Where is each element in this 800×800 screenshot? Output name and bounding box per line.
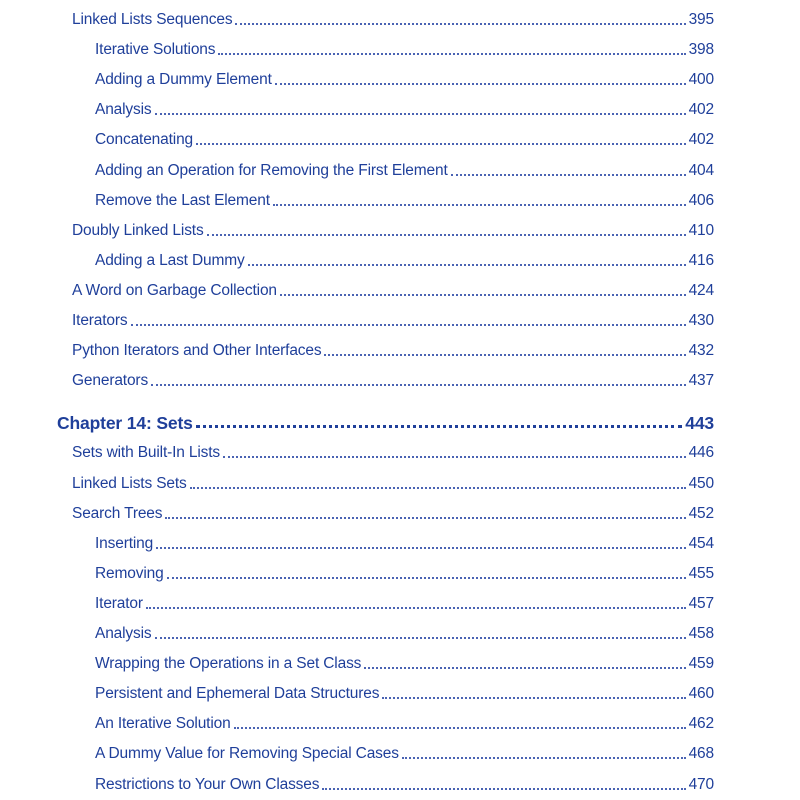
toc-page-number: 406 xyxy=(688,191,714,209)
dot-leader xyxy=(196,425,683,428)
toc-entry-link[interactable] xyxy=(72,277,714,301)
toc-entry-link[interactable] xyxy=(95,680,714,704)
dot-leader xyxy=(234,727,686,729)
toc-page-number: 457 xyxy=(688,594,714,612)
toc-entry-link[interactable] xyxy=(72,367,714,391)
toc-entry-link[interactable] xyxy=(95,126,714,150)
toc-entry-title: Remove the Last Element xyxy=(95,191,270,209)
dot-leader xyxy=(151,384,686,386)
dot-leader xyxy=(131,324,686,326)
dot-leader xyxy=(382,697,685,699)
toc-entry-title: Adding an Operation for Removing the First Element xyxy=(95,161,448,179)
toc-entry-title: Removing xyxy=(95,564,164,582)
toc-entry-title: Search Trees xyxy=(72,504,163,522)
toc-entry-link[interactable] xyxy=(95,66,714,90)
dot-leader xyxy=(364,667,685,669)
toc-entry-title: Wrapping the Operations in a Set Class xyxy=(95,655,362,673)
toc-page-number: 459 xyxy=(688,655,714,673)
dot-leader xyxy=(207,234,686,236)
dot-leader xyxy=(235,23,685,25)
dot-leader xyxy=(451,174,686,176)
toc-entry-title: Adding a Last Dummy xyxy=(95,251,245,269)
toc-page-number: 468 xyxy=(688,745,714,763)
dot-leader xyxy=(190,487,686,489)
toc-entry-link[interactable] xyxy=(95,710,714,734)
dot-leader xyxy=(322,788,685,790)
toc-page-number: 395 xyxy=(688,11,714,28)
toc-page-number: 437 xyxy=(688,372,714,390)
toc-page-number: 446 xyxy=(688,444,714,462)
toc-entry-link[interactable] xyxy=(95,620,714,644)
toc-entry-title: Iterative Solutions xyxy=(95,41,216,59)
toc-page-number: 404 xyxy=(688,161,714,179)
toc-entry-title: An Iterative Solution xyxy=(95,715,231,733)
toc-page-number: 402 xyxy=(688,101,714,119)
dot-leader xyxy=(218,53,685,55)
toc-entry-link[interactable] xyxy=(72,439,714,463)
dot-leader xyxy=(155,637,686,639)
toc-entry-title: Adding a Dummy Element xyxy=(95,71,272,89)
dot-leader xyxy=(275,83,686,85)
toc-entry-title: Doubly Linked Lists xyxy=(72,221,204,239)
dot-leader xyxy=(223,456,686,458)
toc-entry-title: Iterators xyxy=(72,312,128,329)
toc-entry-link[interactable] xyxy=(95,187,714,211)
toc-entry-title: Concatenating xyxy=(95,131,194,149)
toc-entry-title: Iterator xyxy=(95,594,143,612)
dot-leader xyxy=(402,757,686,759)
toc-entry-title: A Word on Garbage Collection xyxy=(72,281,277,299)
toc-page-number: 470 xyxy=(688,775,714,793)
toc-entry-title: Restrictions to Your Own Classes xyxy=(95,775,320,793)
dot-leader xyxy=(167,577,686,579)
toc-entry-link[interactable] xyxy=(72,217,714,241)
toc-entry-link[interactable] xyxy=(95,530,714,554)
toc-page-number: 460 xyxy=(688,685,714,703)
dot-leader xyxy=(273,204,686,206)
toc-entry-title: Analysis xyxy=(95,625,152,642)
dot-leader xyxy=(165,517,685,519)
toc-entry-title: Python Iterators and Other Interfaces xyxy=(72,342,322,360)
toc-page-number: 443 xyxy=(685,413,714,434)
toc-page-number: 455 xyxy=(688,564,714,582)
toc-entry-title: A Dummy Value for Removing Special Cases xyxy=(95,745,399,763)
dot-leader xyxy=(324,354,685,356)
toc-entry-link[interactable] xyxy=(95,247,714,271)
toc-page-number: 430 xyxy=(688,312,714,329)
toc-entry-title: Sets with Built-In Lists xyxy=(72,444,221,462)
toc-entry-title: Inserting xyxy=(95,534,154,552)
toc-chapter-link[interactable] xyxy=(57,407,714,433)
dot-leader xyxy=(280,294,686,296)
toc-entry-link[interactable] xyxy=(72,6,714,30)
toc-entry-link[interactable] xyxy=(72,337,714,361)
toc-entry-link[interactable] xyxy=(95,650,714,674)
toc-entry-link[interactable] xyxy=(95,771,714,795)
toc-page-number: 416 xyxy=(688,251,714,269)
toc-page-number: 458 xyxy=(688,625,714,642)
dot-leader xyxy=(146,607,686,609)
toc-entry-link[interactable] xyxy=(72,470,714,494)
dot-leader xyxy=(248,264,686,266)
toc-page-number: 452 xyxy=(688,504,714,522)
toc-page-number: 450 xyxy=(688,474,714,492)
toc-entry-link[interactable] xyxy=(72,500,714,524)
toc-entry-link[interactable] xyxy=(72,307,714,331)
toc-entry-title: Linked Lists Sets xyxy=(72,474,187,492)
toc-entry-title: Analysis xyxy=(95,101,152,119)
toc-entry-link[interactable] xyxy=(95,36,714,60)
toc-page-number: 400 xyxy=(688,71,714,89)
toc-page-number: 462 xyxy=(688,715,714,733)
toc-entry-link[interactable] xyxy=(95,96,714,120)
toc-entry-title: Linked Lists Sequences xyxy=(72,11,233,28)
toc-entry-link[interactable] xyxy=(95,157,714,181)
toc-page-number: 410 xyxy=(688,221,714,239)
toc-page-number: 398 xyxy=(688,41,714,59)
toc-page-number: 454 xyxy=(688,534,714,552)
toc-entry-title: Chapter 14: Sets xyxy=(57,413,193,434)
toc-page-number: 424 xyxy=(688,281,714,299)
toc-page-number: 402 xyxy=(688,131,714,149)
toc-page-number: 432 xyxy=(688,342,714,360)
toc-entry-link[interactable] xyxy=(95,740,714,764)
dot-leader xyxy=(196,143,686,145)
dot-leader xyxy=(155,113,686,115)
dot-leader xyxy=(156,547,685,549)
toc-entry-link[interactable] xyxy=(95,590,714,614)
toc-entry-link[interactable] xyxy=(95,560,714,584)
toc-entry-title: Persistent and Ephemeral Data Structures xyxy=(95,685,380,703)
toc-entry-title: Generators xyxy=(72,372,149,390)
